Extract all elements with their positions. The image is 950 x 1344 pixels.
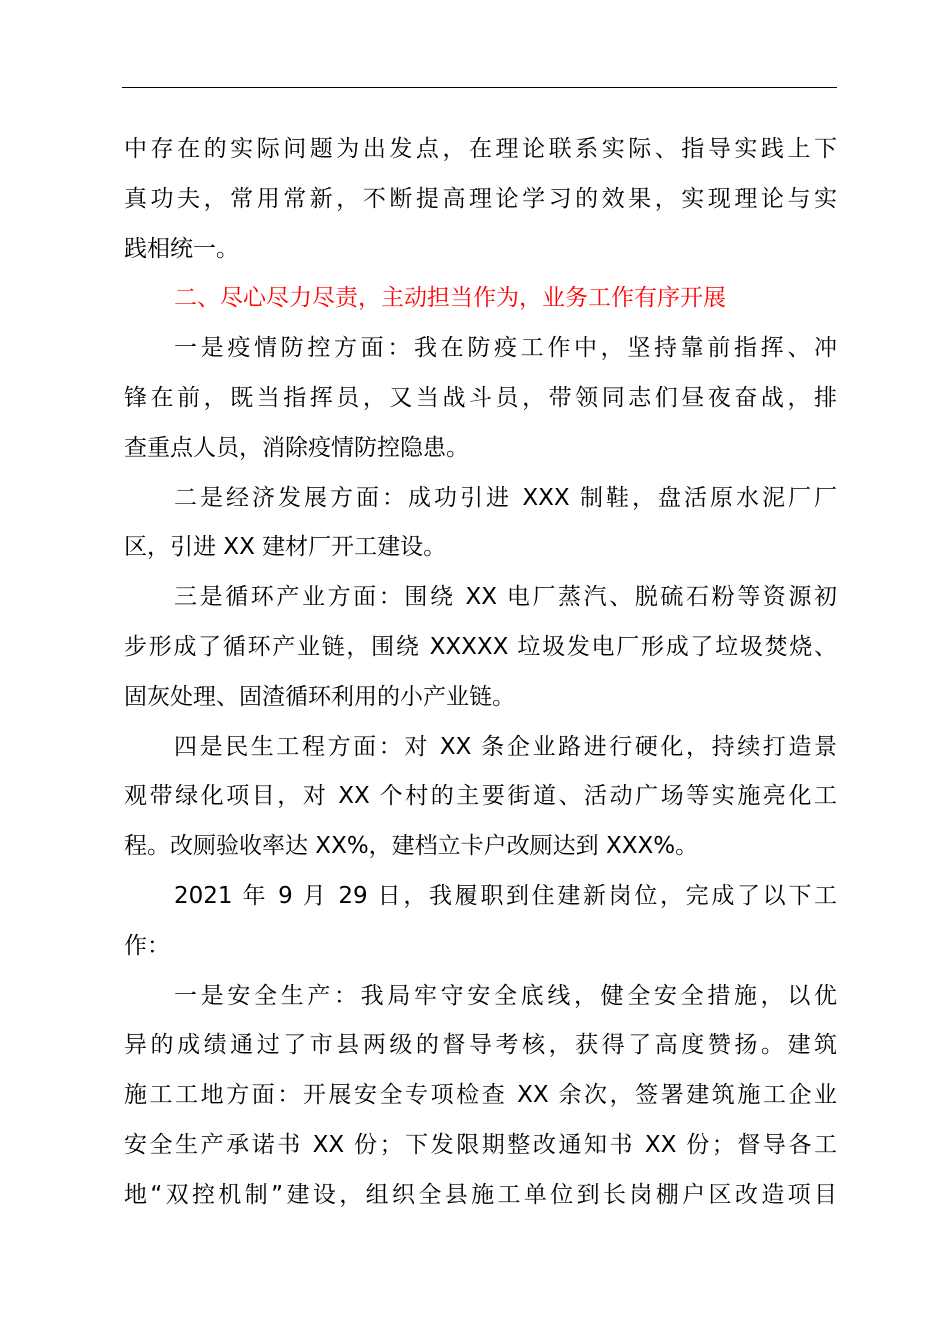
text-line: 作：: [124, 932, 170, 959]
text-line: 安全生产承诺书 XX 份；下发限期整改通知书 XX 份；督导各工: [124, 1131, 837, 1158]
text-line: 中存在的实际问题为出发点，在理论联系实际、指导实践上下: [124, 136, 837, 162]
text-line: 地“双控机制”建设，组织全县施工单位到长岗棚户区改造项目: [124, 1181, 837, 1208]
section-heading: 二、尽心尽力尽责，主动担当作为，业务工作有序开展: [174, 285, 726, 312]
header-rule: [122, 87, 837, 88]
text-line: 观带绿化项目，对 XX 个村的主要街道、活动广场等实施亮化工: [124, 783, 837, 810]
text-line: 践相统一。: [124, 235, 239, 262]
body-text: [124, 125, 837, 1221]
text-line: 异的成绩通过了市县两级的督导考核，获得了高度赞扬。建筑: [124, 1032, 837, 1059]
text-line: 一是疫情防控方面：我在防疫工作中，坚持靠前指挥、冲: [174, 335, 837, 362]
text-line: 二是经济发展方面：成功引进 XXX 制鞋，盘活原水泥厂厂: [174, 484, 837, 511]
text-line: 施工工地方面：开展安全专项检查 XX 余次，签署建筑施工企业: [124, 1082, 837, 1109]
text-line: 四是民生工程方面：对 XX 条企业路进行硬化，持续打造景: [174, 733, 837, 760]
text-line: 区，引进 XX 建材厂开工建设。: [124, 534, 447, 561]
text-line: 真功夫，常用常新，不断提高理论学习的效果，实现理论与实: [124, 185, 837, 212]
text-line: 一是安全生产：我局牢守安全底线，健全安全措施，以优: [174, 982, 837, 1009]
text-line: 程。改厕验收率达 XX%，建档立卡户改厕达到 XXX%。: [124, 833, 699, 860]
text-line: 步形成了循环产业链，围绕 XXXXX 垃圾发电厂形成了垃圾焚烧、: [124, 633, 837, 660]
text-line: 锋在前，既当指挥员，又当战斗员，带领同志们昼夜奋战，排: [124, 384, 837, 411]
text-line: 三是循环产业方面：围绕 XX 电厂蒸汽、脱硫石粉等资源初: [174, 584, 837, 611]
text-line: 固灰处理、固渣循环利用的小产业链。: [124, 683, 515, 710]
text-line: 查重点人员，消除疫情防控隐患。: [124, 434, 469, 461]
text-line: 2021 年 9 月 29 日，我履职到住建新岗位，完成了以下工: [174, 882, 837, 909]
